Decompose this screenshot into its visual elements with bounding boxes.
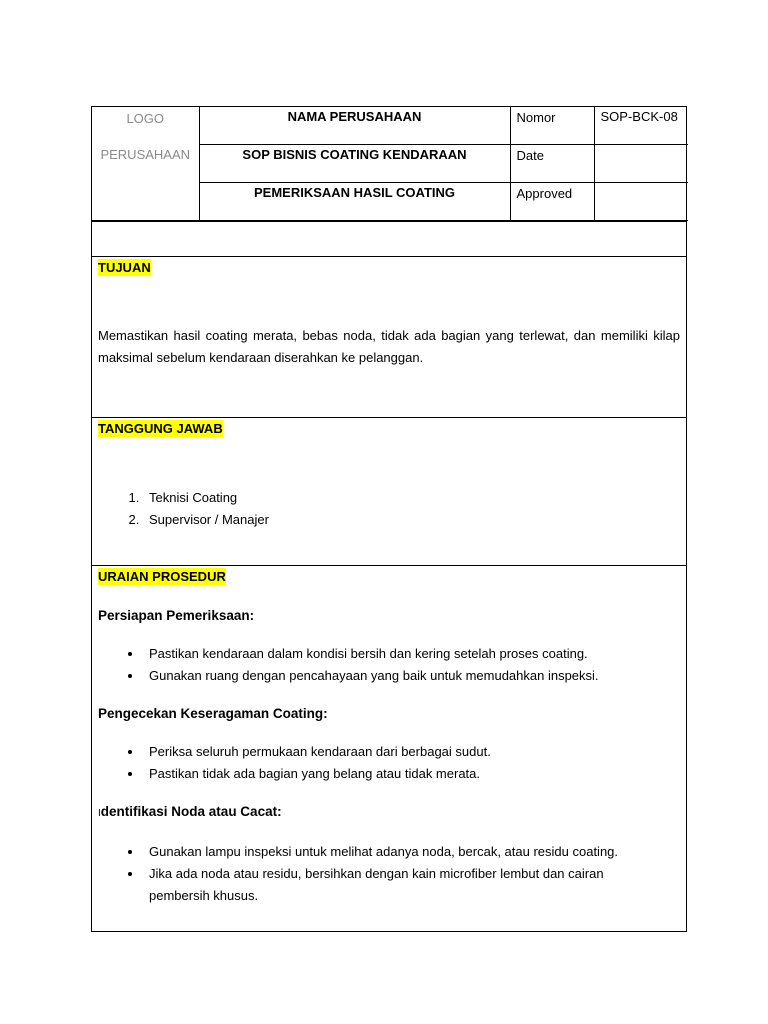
section-tujuan xyxy=(92,256,686,417)
heading-tanggung-jawab: TANGGUNG JAWAB xyxy=(98,421,223,436)
value-nomor: SOP-BCK-08 xyxy=(594,107,688,145)
list-item: 2. Supervisor / Manajer xyxy=(143,509,680,531)
sop-document xyxy=(91,106,687,932)
logo-placeholder xyxy=(92,107,199,221)
list-item: • Pastikan kendaraan dalam kondisi bersih dan kering setelah proses coating. xyxy=(143,643,680,665)
logo-line-1: LOGO xyxy=(126,111,165,126)
heading-tujuan: TUJUAN xyxy=(98,260,151,275)
logo-line-2: PERUSAHAAN xyxy=(100,147,191,162)
subheading-keseragaman: Pengecekan Keseragaman Coating: xyxy=(98,706,328,721)
sop-title: SOP BISNIS COATING KENDARAAN xyxy=(199,145,510,183)
value-approved xyxy=(594,183,688,221)
list-item: 1. Teknisi Coating xyxy=(143,487,680,509)
list-item: • Gunakan ruang dengan pencahayaan yang baik untuk memudahkan inspeksi. xyxy=(143,665,680,687)
list-item: • Pastikan tidak ada bagian yang belang atau tidak merata. xyxy=(143,763,680,785)
list-item: • Gunakan lampu inspeksi untuk melihat adanya noda, bercak, atau residu coating. xyxy=(143,841,680,863)
list-item: • Jika ada noda atau residu, bersihkan dengan kain microfiber lembut dan cairan pembersih khusus. xyxy=(143,863,680,907)
responsibility-list xyxy=(98,487,680,531)
label-date: Date xyxy=(510,145,594,183)
tujuan-text: Memastikan hasil coating merata, bebas noda, tidak ada bagian yang terlewat, dan memiliki kilap maksimal sebelum kendaraan diserahkan ke pelanggan. xyxy=(98,328,680,365)
bullet-list-identifikasi xyxy=(98,841,680,907)
subheading-identifikasi-text: dentifikasi Noda atau Cacat: xyxy=(100,804,282,819)
value-date xyxy=(594,145,688,183)
subheading-identifikasi xyxy=(98,802,680,824)
section-tanggung-jawab xyxy=(92,417,686,565)
label-approved: Approved xyxy=(510,183,594,221)
subheading-persiapan: Persiapan Pemeriksaan: xyxy=(98,608,255,623)
section-prosedur xyxy=(92,565,686,931)
label-nomor: Nomor xyxy=(510,107,594,145)
heading-prosedur: URAIAN PROSEDUR xyxy=(98,569,226,584)
sop-subtitle: PEMERIKSAAN HASIL COATING xyxy=(199,183,510,221)
company-name: NAMA PERUSAHAAN xyxy=(199,107,510,145)
bullet-list-persiapan xyxy=(98,643,680,687)
subheading-initial: I xyxy=(98,808,101,819)
list-item: • Periksa seluruh permukaan kendaraan dari berbagai sudut. xyxy=(143,741,680,763)
bullet-list-keseragaman xyxy=(98,741,680,785)
blank-row xyxy=(92,221,686,256)
header-table xyxy=(92,107,688,221)
